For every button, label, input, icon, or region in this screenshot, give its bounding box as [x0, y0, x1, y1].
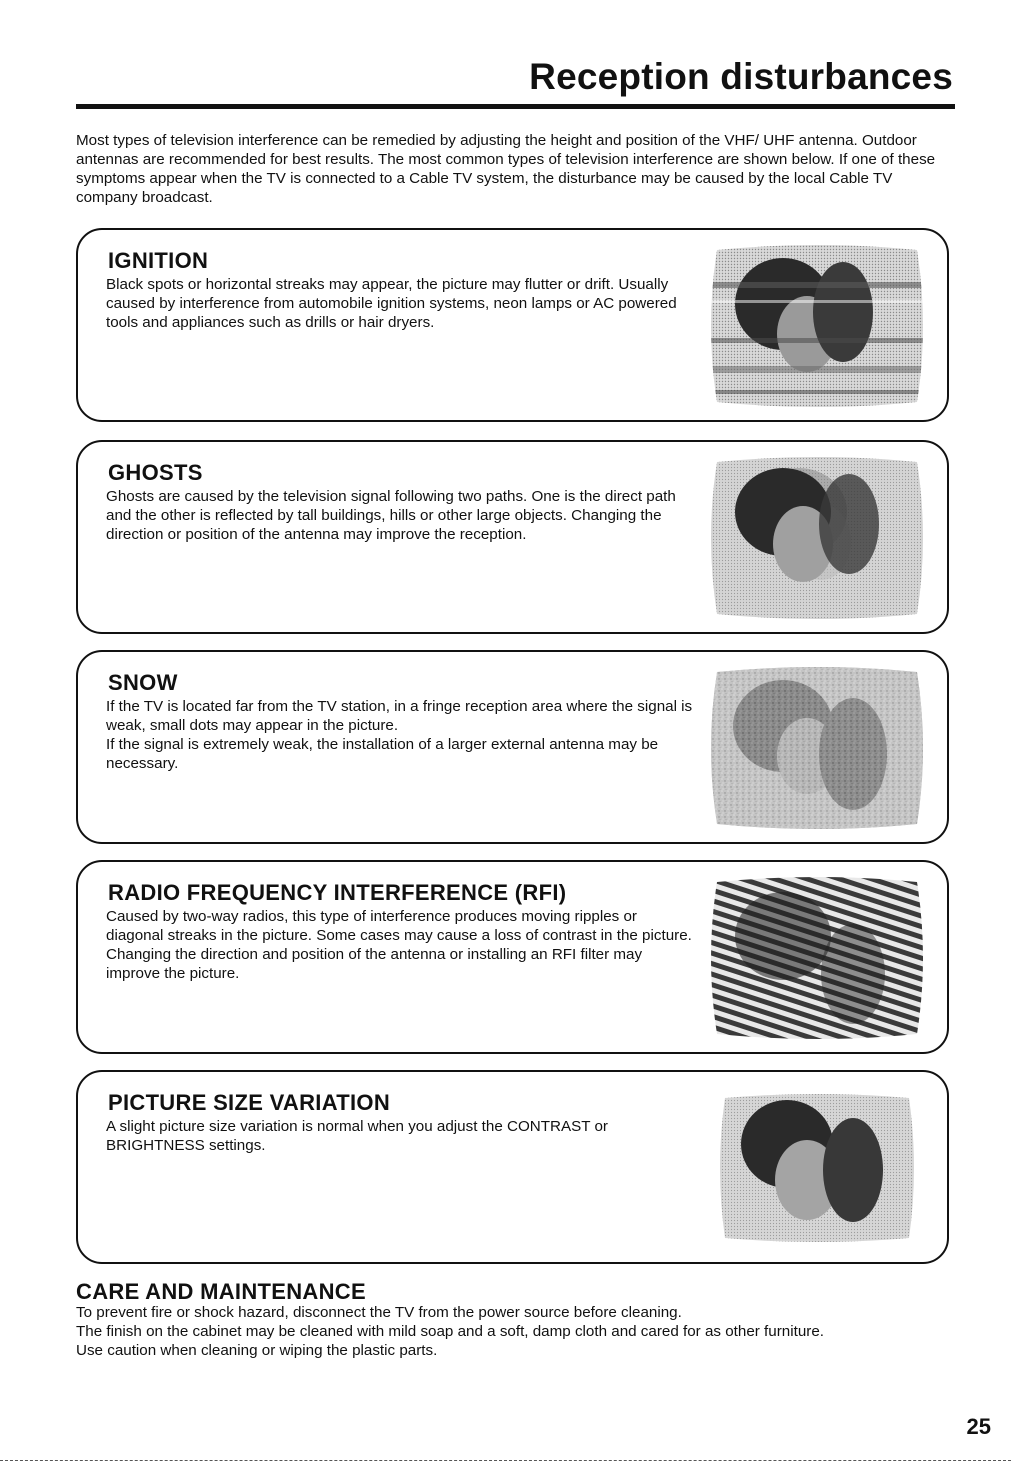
section-ghosts [76, 440, 949, 634]
section-heading: PICTURE SIZE VARIATION [108, 1090, 391, 1115]
intro-paragraph: Most types of television interference can be remedied by adjusting the height and position of the VHF/ UHF antenna. Outdoor antennas are recommended for best results. The most common types of television interference are shown below. If one of these symptoms appear when the TV is connected to a Cable TV system, the disturbance may be caused by the local Cable TV company broadcast. [76, 132, 936, 206]
section-body-line: If the signal is extremely weak, the installation of a larger external antenna may be necessary. [106, 736, 659, 772]
section-heading: GHOSTS [108, 460, 203, 485]
section-heading: SNOW [108, 670, 178, 695]
section-rfi [76, 860, 949, 1054]
care-line: The finish on the cabinet may be cleaned with mild soap and a soft, damp cloth and cared for as other furniture. [76, 1323, 824, 1340]
care-text [76, 1303, 966, 1360]
care-heading: CARE AND MAINTENANCE [76, 1279, 366, 1304]
section-body [106, 697, 696, 773]
footer-rule [0, 1460, 1011, 1461]
snow-screen-image [703, 664, 931, 832]
section-body: Ghosts are caused by the television signal following two paths. One is the direct path and the other is reflected by tall buildings, hills or other large objects. Changing the direction or position of the antenna may improve the reception. [106, 488, 676, 543]
section-body: Black spots or horizontal streaks may appear, the picture may flutter or drift. Usually caused by interference from automobile ignition systems, neon lamps or AC powered tools and appliances such as drills or hair dryers. [106, 276, 677, 331]
rfi-screen-image [703, 874, 931, 1042]
section-heading: RADIO FREQUENCY INTERFERENCE (RFI) [108, 880, 567, 905]
section-ignition [76, 228, 949, 422]
section-snow [76, 650, 949, 844]
page-number: 25 [966, 1414, 991, 1439]
care-line: To prevent fire or shock hazard, disconnect the TV from the power source before cleaning. [76, 1304, 682, 1321]
title-rule [76, 104, 955, 109]
section-picture-size-variation [76, 1070, 949, 1264]
section-body: A slight picture size variation is normal when you adjust the CONTRAST or BRIGHTNESS settings. [106, 1118, 608, 1154]
ignition-screen-image [703, 242, 931, 410]
ghosts-screen-image [703, 454, 931, 622]
picture-size-variation-screen-image [703, 1084, 931, 1252]
section-body-line: If the TV is located far from the TV station, in a fringe reception area where the signal is weak, small dots may appear in the picture. [106, 698, 693, 734]
page-title: Reception disturbances [529, 56, 953, 97]
section-heading: IGNITION [108, 248, 209, 273]
section-body: Caused by two-way radios, this type of interference produces moving ripples or diagonal streaks in the picture. Some cases may cause a loss of contrast in the picture. Changing the direction and position of the antenna or installing an RFI filter may improve the picture. [106, 908, 692, 982]
care-line: Use caution when cleaning or wiping the plastic parts. [76, 1342, 438, 1359]
